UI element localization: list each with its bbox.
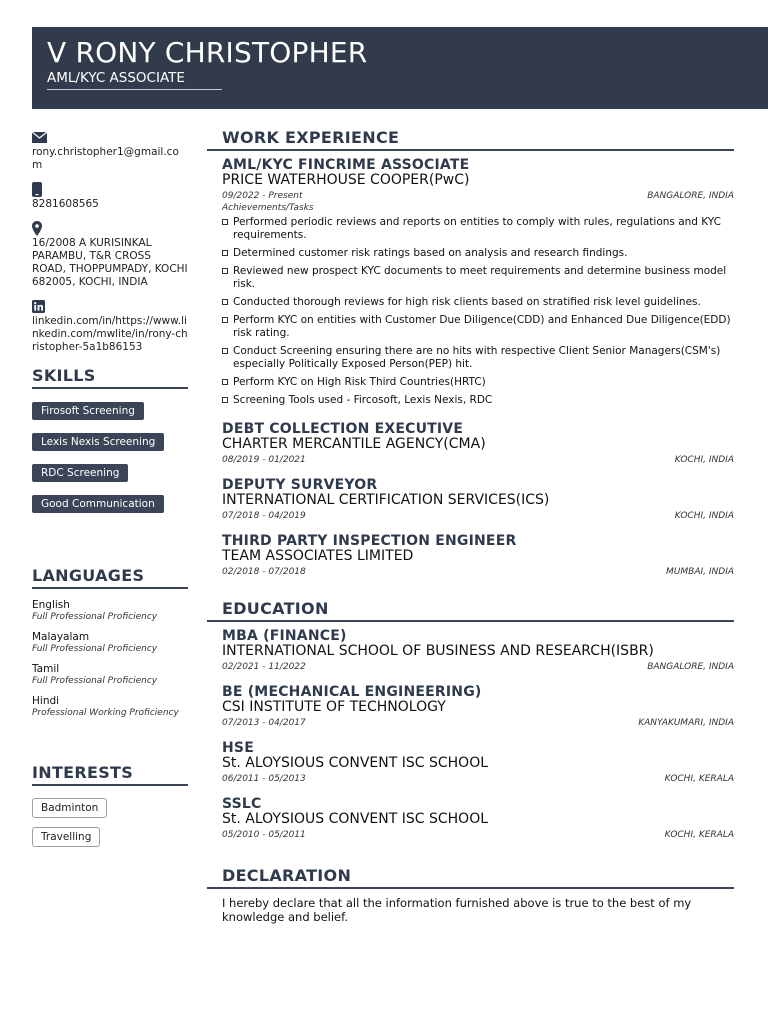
- job-location: KOCHI, INDIA: [674, 455, 734, 465]
- candidate-name: V RONY CHRISTOPHER: [47, 36, 368, 69]
- list-item: Determined customer risk ratings based on analysis and research findings.: [222, 247, 734, 260]
- interests-section: [32, 763, 188, 854]
- language-item: [32, 599, 188, 622]
- phone-text: 8281608565: [32, 198, 99, 210]
- degree-name: MBA (FINANCE): [222, 628, 347, 644]
- education-meta: [222, 662, 734, 672]
- education-location: BANGALORE, INDIA: [647, 662, 734, 672]
- degree-name: HSE: [222, 740, 254, 756]
- job-role: AML/KYC FINCRIME ASSOCIATE: [222, 157, 470, 173]
- job-dates: 09/2022 - Present: [222, 191, 303, 201]
- degree-name: SSLC: [222, 796, 262, 812]
- education-heading: EDUCATION: [207, 599, 734, 622]
- skill-tag: RDC Screening: [32, 464, 128, 482]
- language-item: [32, 663, 188, 686]
- square-bullet-icon: [222, 397, 228, 403]
- job-subheading: Achievements/Tasks: [222, 203, 314, 213]
- school-name: St. ALOYSIOUS CONVENT ISC SCHOOL: [222, 811, 489, 827]
- skill-tag: Firosoft Screening: [32, 402, 144, 420]
- job-entry: [207, 421, 734, 465]
- skill-tag: Lexis Nexis Screening: [32, 433, 164, 451]
- list-item: Reviewed new prospect KYC documents to meet requirements and determine business model risk.: [222, 265, 734, 291]
- language-level: Full Professional Proficiency: [32, 644, 158, 654]
- contact-address: [32, 219, 188, 289]
- job-meta: [222, 511, 734, 521]
- linkedin-icon: [32, 297, 188, 315]
- job-role: DEBT COLLECTION EXECUTIVE: [222, 421, 464, 437]
- list-item: Perform KYC on High Risk Third Countries(HRTC): [222, 376, 734, 389]
- education-meta: [222, 718, 734, 728]
- location-pin-icon: [32, 219, 188, 237]
- language-name: Hindi: [32, 695, 60, 707]
- education-entry: [207, 740, 734, 784]
- contact-email: [32, 128, 188, 172]
- job-meta: [222, 191, 734, 201]
- envelope-icon: [32, 128, 188, 146]
- email-text[interactable]: rony.christopher1@gmail.com: [32, 146, 179, 171]
- list-item: Conduct Screening ensuring there are no hits with respective Client Senior Managers(CSM's) especially Politically Exposed Person(PEP) hit.: [222, 345, 734, 371]
- school-name: INTERNATIONAL SCHOOL OF BUSINESS AND RESEARCH(ISBR): [222, 643, 654, 659]
- language-level: Professional Working Proficiency: [32, 708, 179, 718]
- list-item: Screening Tools used - Fircosoft, Lexis Nexis, RDC: [222, 394, 734, 407]
- education-entry: [207, 628, 734, 672]
- declaration-text: I hereby declare that all the information furnished above is true to the best of my knowledge and belief.: [222, 896, 692, 924]
- interest-tag: Badminton: [32, 798, 107, 818]
- list-item: Performed periodic reviews and reports on entities to comply with rules, regulations and KYC requirements.: [222, 216, 734, 242]
- job-location: BANGALORE, INDIA: [647, 191, 734, 201]
- job-entry: [207, 157, 734, 407]
- square-bullet-icon: [222, 348, 228, 354]
- language-name: Tamil: [32, 663, 60, 675]
- interests-heading: INTERESTS: [32, 763, 188, 786]
- list-item: Conducted thorough reviews for high risk clients based on stratified risk level guidelines.: [222, 296, 734, 309]
- square-bullet-icon: [222, 299, 228, 305]
- education-dates: 02/2021 - 11/2022: [222, 662, 306, 672]
- education-location: KANYAKUMARI, INDIA: [638, 718, 734, 728]
- job-dates: 07/2018 - 04/2019: [222, 511, 306, 521]
- contact-linkedin: [32, 297, 188, 354]
- language-item: [32, 695, 188, 718]
- language-level: Full Professional Proficiency: [32, 676, 158, 686]
- languages-section: [32, 566, 188, 727]
- school-name: CSI INSTITUTE OF TECHNOLOGY: [222, 699, 446, 715]
- language-name: English: [32, 599, 70, 611]
- job-company: INTERNATIONAL CERTIFICATION SERVICES(ICS): [222, 492, 550, 508]
- declaration-heading: DECLARATION: [207, 866, 734, 889]
- list-item: Perform KYC on entities with Customer Due Diligence(CDD) and Enhanced Due Diligence(EDD) risk rating.: [222, 314, 734, 340]
- interest-tag: Travelling: [32, 827, 100, 847]
- square-bullet-icon: [222, 268, 228, 274]
- job-location: MUMBAI, INDIA: [666, 567, 734, 577]
- job-role: THIRD PARTY INSPECTION ENGINEER: [222, 533, 517, 549]
- job-location: KOCHI, INDIA: [674, 511, 734, 521]
- language-level: Full Professional Proficiency: [32, 612, 158, 622]
- linkedin-text[interactable]: linkedin.com/in/https://www.linkedin.com/mwlite/in/rony-christopher-5a1b86153: [32, 315, 188, 353]
- job-dates: 08/2019 - 01/2021: [222, 455, 306, 465]
- education-meta: [222, 774, 734, 784]
- job-company: CHARTER MERCANTILE AGENCY(CMA): [222, 436, 486, 452]
- job-meta: [222, 455, 734, 465]
- education-dates: 05/2010 - 05/2011: [222, 830, 306, 840]
- skills-heading: SKILLS: [32, 366, 188, 389]
- education-dates: 07/2013 - 04/2017: [222, 718, 306, 728]
- left-column: [32, 128, 188, 843]
- skills-section: [32, 366, 188, 523]
- square-bullet-icon: [222, 379, 228, 385]
- task-list: [222, 216, 734, 407]
- job-meta: [222, 567, 734, 577]
- job-role: DEPUTY SURVEYOR: [222, 477, 378, 493]
- job-company: TEAM ASSOCIATES LIMITED: [222, 548, 414, 564]
- square-bullet-icon: [222, 250, 228, 256]
- education-entry: [207, 684, 734, 728]
- skill-tag: Good Communication: [32, 495, 164, 513]
- education-meta: [222, 830, 734, 840]
- resume-header: [32, 27, 768, 109]
- language-name: Malayalam: [32, 631, 90, 643]
- school-name: St. ALOYSIOUS CONVENT ISC SCHOOL: [222, 755, 489, 771]
- education-location: KOCHI, KERALA: [664, 830, 734, 840]
- education-entry: [207, 796, 734, 840]
- degree-name: BE (MECHANICAL ENGINEERING): [222, 684, 482, 700]
- languages-heading: LANGUAGES: [32, 566, 188, 589]
- square-bullet-icon: [222, 317, 228, 323]
- job-entry: [207, 477, 734, 521]
- work-experience-heading: WORK EXPERIENCE: [207, 128, 734, 151]
- address-text: 16/2008 A KURISINKAL PARAMBU, T&R CROSS ROAD, THOPPUMPADY, KOCHI 682005, KOCHI, INDIA: [32, 237, 188, 288]
- language-item: [32, 631, 188, 654]
- candidate-title: AML/KYC ASSOCIATE: [47, 70, 222, 90]
- contact-phone: [32, 180, 188, 211]
- job-dates: 02/2018 - 07/2018: [222, 567, 306, 577]
- job-entry: [207, 533, 734, 577]
- square-bullet-icon: [222, 219, 228, 225]
- right-column: [207, 128, 734, 924]
- phone-icon: [32, 180, 188, 198]
- education-dates: 06/2011 - 05/2013: [222, 774, 306, 784]
- education-location: KOCHI, KERALA: [664, 774, 734, 784]
- job-company: PRICE WATERHOUSE COOPER(PwC): [222, 172, 470, 188]
